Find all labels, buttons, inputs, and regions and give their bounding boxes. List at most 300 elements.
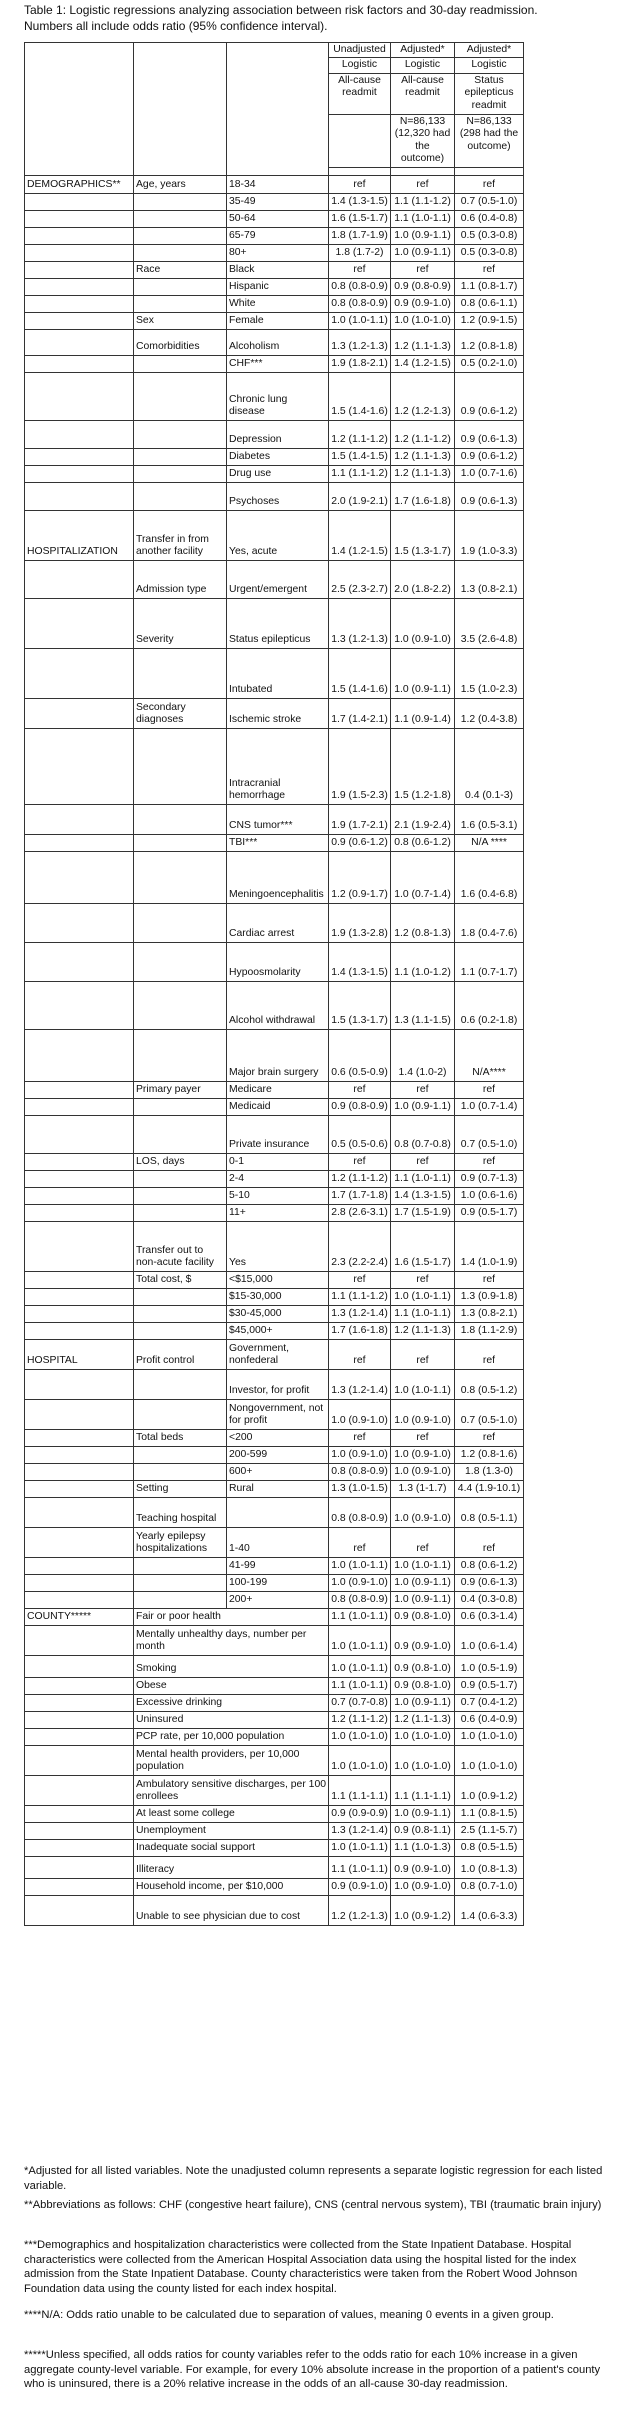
odds-ratio-adjusted-se: 1.8 (1.3-0) bbox=[455, 1463, 524, 1480]
variable-label bbox=[134, 1322, 227, 1339]
odds-ratio-unadjusted: 1.0 (1.0-1.1) bbox=[329, 1557, 391, 1574]
odds-ratio-adjusted-allcause: 1.0 (0.9-1.2) bbox=[391, 1895, 455, 1925]
odds-ratio-unadjusted: 0.6 (0.5-0.9) bbox=[329, 1029, 391, 1081]
table-row bbox=[25, 1170, 524, 1187]
section-label bbox=[25, 482, 134, 510]
odds-ratio-adjusted-allcause: 1.0 (0.9-1.0) bbox=[391, 1878, 455, 1895]
section-label bbox=[25, 1098, 134, 1115]
variable-label bbox=[134, 278, 227, 295]
table-row bbox=[25, 1288, 524, 1305]
odds-ratio-adjusted-se: 0.9 (0.7-1.3) bbox=[455, 1170, 524, 1187]
odds-ratio-adjusted-se: 1.4 (1.0-1.9) bbox=[455, 1221, 524, 1271]
odds-ratio-adjusted-allcause: 1.2 (1.2-1.3) bbox=[391, 372, 455, 420]
odds-ratio-unadjusted: 1.3 (1.0-1.5) bbox=[329, 1480, 391, 1497]
variable-label bbox=[134, 1591, 227, 1608]
section-label bbox=[25, 1805, 134, 1822]
odds-ratio-adjusted-allcause: 1.0 (0.9-1.1) bbox=[391, 1098, 455, 1115]
odds-ratio-adjusted-se: ref bbox=[455, 1271, 524, 1288]
table-row bbox=[25, 698, 524, 728]
header-blank bbox=[25, 43, 134, 176]
table-row bbox=[25, 1557, 524, 1574]
odds-ratio-adjusted-se: 0.6 (0.4-0.9) bbox=[455, 1711, 524, 1728]
variable-label bbox=[134, 648, 227, 698]
odds-ratio-adjusted-allcause: 1.0 (0.9-1.1) bbox=[391, 227, 455, 244]
odds-ratio-unadjusted: 0.5 (0.5-0.6) bbox=[329, 1115, 391, 1153]
variable-label bbox=[134, 482, 227, 510]
variable-label: Fair or poor health bbox=[134, 1608, 329, 1625]
section-label bbox=[25, 329, 134, 355]
odds-ratio-adjusted-se: ref bbox=[455, 1153, 524, 1170]
variable-label: Unable to see physician due to cost bbox=[134, 1895, 329, 1925]
section-label: DEMOGRAPHICS** bbox=[25, 175, 134, 193]
table-row bbox=[25, 510, 524, 560]
section-label bbox=[25, 834, 134, 851]
odds-ratio-adjusted-se: 0.7 (0.5-1.0) bbox=[455, 1115, 524, 1153]
odds-ratio-unadjusted: 1.0 (1.0-1.1) bbox=[329, 1655, 391, 1677]
section-label bbox=[25, 1591, 134, 1608]
table-row bbox=[25, 1728, 524, 1745]
odds-ratio-adjusted-se: 1.1 (0.7-1.7) bbox=[455, 942, 524, 981]
table-row bbox=[25, 1098, 524, 1115]
odds-ratio-adjusted-allcause: 1.0 (0.7-1.4) bbox=[391, 851, 455, 903]
odds-ratio-adjusted-allcause: 1.5 (1.3-1.7) bbox=[391, 510, 455, 560]
odds-ratio-adjusted-se: 1.6 (0.5-3.1) bbox=[455, 804, 524, 834]
table-row bbox=[25, 1322, 524, 1339]
odds-ratio-unadjusted: 0.9 (0.8-0.9) bbox=[329, 1098, 391, 1115]
table-row bbox=[25, 312, 524, 329]
section-label bbox=[25, 851, 134, 903]
section-label bbox=[25, 1187, 134, 1204]
category-label: <200 bbox=[227, 1429, 329, 1446]
odds-ratio-unadjusted: 1.8 (1.7-1.9) bbox=[329, 227, 391, 244]
table-row bbox=[25, 1399, 524, 1429]
section-label: HOSPITALIZATION bbox=[25, 510, 134, 560]
odds-ratio-adjusted-allcause: 1.2 (1.1-1.3) bbox=[391, 1322, 455, 1339]
odds-ratio-adjusted-se: 0.6 (0.4-0.8) bbox=[455, 210, 524, 227]
category-label: Major brain surgery bbox=[227, 1029, 329, 1081]
odds-ratio-adjusted-allcause: 1.0 (0.9-1.0) bbox=[391, 1446, 455, 1463]
category-label: Chronic lung disease bbox=[227, 372, 329, 420]
variable-label: Transfer out to non-acute facility bbox=[134, 1221, 227, 1271]
odds-ratio-adjusted-se: 1.8 (0.4-7.6) bbox=[455, 903, 524, 942]
odds-ratio-adjusted-se: 0.4 (0.1-3) bbox=[455, 728, 524, 804]
odds-ratio-adjusted-se: 0.6 (0.2-1.8) bbox=[455, 981, 524, 1029]
footnote-adjusted: *Adjusted for all listed variables. Note the unadjusted column represents a separate logistic regression for each listed variable. bbox=[24, 2165, 603, 2192]
odds-ratio-adjusted-allcause: 1.1 (1.0-1.1) bbox=[391, 210, 455, 227]
footnote-county: *****Unless specified, all odds ratios for county variables refer to the odds ratio for each 10% increase in a given aggregate county-level variable. For example, for every 10% absolute increase in the proportion of a patient's county who is uninsured, there is a 20% relative increase in the odds of an all-cause 30-day readmission. bbox=[24, 2349, 601, 2391]
variable-label: Age, years bbox=[134, 175, 227, 193]
odds-ratio-unadjusted: 1.0 (0.9-1.0) bbox=[329, 1399, 391, 1429]
variable-label bbox=[134, 1463, 227, 1480]
table-row bbox=[25, 1591, 524, 1608]
odds-ratio-unadjusted: ref bbox=[329, 1153, 391, 1170]
odds-ratio-adjusted-allcause: 1.0 (0.9-1.1) bbox=[391, 648, 455, 698]
section-label bbox=[25, 1822, 134, 1839]
variable-label: Comorbidities bbox=[134, 329, 227, 355]
variable-label bbox=[134, 834, 227, 851]
category-label: Black bbox=[227, 261, 329, 278]
section-label bbox=[25, 560, 134, 598]
category-label: Intracranial hemorrhage bbox=[227, 728, 329, 804]
table-row bbox=[25, 261, 524, 278]
variable-label bbox=[134, 1204, 227, 1221]
section-label bbox=[25, 210, 134, 227]
odds-ratio-unadjusted: 1.7 (1.7-1.8) bbox=[329, 1187, 391, 1204]
odds-ratio-adjusted-allcause: 0.9 (0.8-1.0) bbox=[391, 1655, 455, 1677]
section-label bbox=[25, 227, 134, 244]
table-row bbox=[25, 1204, 524, 1221]
odds-ratio-unadjusted: 1.2 (1.1-1.2) bbox=[329, 420, 391, 448]
odds-ratio-adjusted-allcause: 0.9 (0.8-0.9) bbox=[391, 278, 455, 295]
section-label bbox=[25, 1655, 134, 1677]
category-label: CNS tumor*** bbox=[227, 804, 329, 834]
variable-label: Illiteracy bbox=[134, 1856, 329, 1878]
footnote-data-sources: ***Demographics and hospitalization characteristics were collected from the State Inpatient Database. Hospital characteristics were collected from the American Hospital Association data using the hospital listed for the index admission from the State Inpatient Database. County characteristics were taken from the Robert Wood Johnson Foundation data using the county listed for each index hospital. bbox=[24, 2239, 578, 2295]
odds-ratio-adjusted-se: 1.0 (0.7-1.6) bbox=[455, 465, 524, 482]
section-label bbox=[25, 1694, 134, 1711]
table-row bbox=[25, 1694, 524, 1711]
section-label bbox=[25, 1895, 134, 1925]
odds-ratio-adjusted-allcause: 1.0 (1.0-1.1) bbox=[391, 1288, 455, 1305]
section-label bbox=[25, 598, 134, 648]
odds-ratio-adjusted-se: 1.0 (0.9-1.2) bbox=[455, 1775, 524, 1805]
table-row bbox=[25, 1153, 524, 1170]
section-label bbox=[25, 312, 134, 329]
odds-ratio-adjusted-se: 0.5 (0.3-0.8) bbox=[455, 227, 524, 244]
odds-ratio-adjusted-allcause: 1.2 (1.1-1.3) bbox=[391, 465, 455, 482]
category-label: 0-1 bbox=[227, 1153, 329, 1170]
odds-ratio-adjusted-allcause: 0.9 (0.9-1.0) bbox=[391, 1625, 455, 1655]
section-label bbox=[25, 1429, 134, 1446]
variable-label bbox=[134, 420, 227, 448]
variable-label bbox=[134, 465, 227, 482]
section-label bbox=[25, 1204, 134, 1221]
category-label: 100-199 bbox=[227, 1574, 329, 1591]
table-row bbox=[25, 482, 524, 510]
table-row bbox=[25, 329, 524, 355]
odds-ratio-adjusted-se: 0.8 (0.7-1.0) bbox=[455, 1878, 524, 1895]
category-label: Status epilepticus bbox=[227, 598, 329, 648]
odds-ratio-unadjusted: ref bbox=[329, 1271, 391, 1288]
table-row bbox=[25, 278, 524, 295]
odds-ratio-adjusted-allcause: 1.2 (1.1-1.2) bbox=[391, 420, 455, 448]
section-label bbox=[25, 355, 134, 372]
category-label: Private insurance bbox=[227, 1115, 329, 1153]
odds-ratio-adjusted-allcause: 1.1 (1.0-1.3) bbox=[391, 1839, 455, 1856]
odds-ratio-adjusted-allcause: ref bbox=[391, 175, 455, 193]
category-label: 200-599 bbox=[227, 1446, 329, 1463]
odds-ratio-adjusted-allcause: 1.0 (0.9-1.1) bbox=[391, 1574, 455, 1591]
category-label: Investor, for profit bbox=[227, 1369, 329, 1399]
section-label bbox=[25, 1480, 134, 1497]
odds-ratio-adjusted-se: 0.7 (0.5-1.0) bbox=[455, 1399, 524, 1429]
odds-ratio-adjusted-allcause: 1.7 (1.6-1.8) bbox=[391, 482, 455, 510]
odds-ratio-unadjusted: 1.3 (1.2-1.3) bbox=[329, 598, 391, 648]
section-label bbox=[25, 372, 134, 420]
odds-ratio-adjusted-allcause: ref bbox=[391, 1429, 455, 1446]
table-row bbox=[25, 648, 524, 698]
section-label bbox=[25, 244, 134, 261]
table-row bbox=[25, 193, 524, 210]
variable-label bbox=[134, 355, 227, 372]
table-row bbox=[25, 1271, 524, 1288]
category-label: Female bbox=[227, 312, 329, 329]
table-row bbox=[25, 981, 524, 1029]
odds-ratio-unadjusted: 0.9 (0.6-1.2) bbox=[329, 834, 391, 851]
section-label bbox=[25, 1305, 134, 1322]
section-label: COUNTY***** bbox=[25, 1608, 134, 1625]
odds-ratio-adjusted-allcause: 1.6 (1.5-1.7) bbox=[391, 1221, 455, 1271]
variable-label: Mentally unhealthy days, number per month bbox=[134, 1625, 329, 1655]
category-label: Yes, acute bbox=[227, 510, 329, 560]
category-label: Rural bbox=[227, 1480, 329, 1497]
odds-ratio-adjusted-allcause: 1.1 (1.0-1.1) bbox=[391, 1170, 455, 1187]
variable-label bbox=[134, 1288, 227, 1305]
column-header-unadjusted: Unadjusted bbox=[329, 43, 391, 58]
table-body bbox=[25, 43, 524, 1926]
section-label bbox=[25, 465, 134, 482]
section-label bbox=[25, 1221, 134, 1271]
odds-ratio-adjusted-allcause: 1.2 (1.1-1.3) bbox=[391, 448, 455, 465]
variable-label bbox=[134, 1187, 227, 1204]
odds-ratio-adjusted-allcause: 1.0 (1.0-1.0) bbox=[391, 1745, 455, 1775]
odds-ratio-adjusted-allcause: 1.0 (0.9-1.0) bbox=[391, 1399, 455, 1429]
variable-label: At least some college bbox=[134, 1805, 329, 1822]
odds-ratio-adjusted-se: 0.5 (0.3-0.8) bbox=[455, 244, 524, 261]
odds-ratio-unadjusted: 1.0 (1.0-1.1) bbox=[329, 1839, 391, 1856]
category-label: 200+ bbox=[227, 1591, 329, 1608]
category-label: 2-4 bbox=[227, 1170, 329, 1187]
table-row bbox=[25, 1856, 524, 1878]
section-label bbox=[25, 698, 134, 728]
section-label bbox=[25, 804, 134, 834]
table-row bbox=[25, 1221, 524, 1271]
odds-ratio-unadjusted: 0.8 (0.8-0.9) bbox=[329, 1591, 391, 1608]
category-label: 5-10 bbox=[227, 1187, 329, 1204]
odds-ratio-adjusted-allcause: 1.0 (0.9-1.0) bbox=[391, 598, 455, 648]
section-label bbox=[25, 1711, 134, 1728]
variable-label bbox=[134, 1170, 227, 1187]
table-row bbox=[25, 1429, 524, 1446]
odds-ratio-unadjusted: 0.8 (0.8-0.9) bbox=[329, 1463, 391, 1480]
table-row bbox=[25, 1745, 524, 1775]
section-label bbox=[25, 728, 134, 804]
outcome-label: All-cause readmit bbox=[391, 73, 455, 114]
variable-label bbox=[134, 1574, 227, 1591]
header-blank bbox=[227, 43, 329, 176]
category-label: Hispanic bbox=[227, 278, 329, 295]
table-row bbox=[25, 560, 524, 598]
odds-ratio-adjusted-allcause: 1.3 (1-1.7) bbox=[391, 1480, 455, 1497]
variable-label bbox=[134, 1029, 227, 1081]
table-row bbox=[25, 1497, 524, 1527]
variable-label: Total beds bbox=[134, 1429, 227, 1446]
odds-ratio-unadjusted: 2.3 (2.2-2.4) bbox=[329, 1221, 391, 1271]
odds-ratio-unadjusted: 1.9 (1.5-2.3) bbox=[329, 728, 391, 804]
header-blank bbox=[134, 43, 227, 176]
table-row bbox=[25, 1187, 524, 1204]
table-row bbox=[25, 903, 524, 942]
table-row bbox=[25, 1480, 524, 1497]
table-row bbox=[25, 244, 524, 261]
odds-ratio-unadjusted: 1.5 (1.4-1.6) bbox=[329, 372, 391, 420]
odds-ratio-adjusted-se: 0.9 (0.6-1.2) bbox=[455, 372, 524, 420]
blank-cell bbox=[329, 167, 391, 175]
odds-ratio-unadjusted: 1.6 (1.5-1.7) bbox=[329, 210, 391, 227]
variable-label: Excessive drinking bbox=[134, 1694, 329, 1711]
odds-ratio-adjusted-allcause: ref bbox=[391, 1081, 455, 1098]
variable-label: Setting bbox=[134, 1480, 227, 1497]
table-row bbox=[25, 1527, 524, 1557]
table-row bbox=[25, 1625, 524, 1655]
odds-ratio-adjusted-allcause: 1.0 (0.9-1.1) bbox=[391, 1591, 455, 1608]
odds-ratio-unadjusted: 1.3 (1.2-1.3) bbox=[329, 329, 391, 355]
odds-ratio-unadjusted: 1.3 (1.2-1.4) bbox=[329, 1822, 391, 1839]
table-row bbox=[25, 1711, 524, 1728]
section-label bbox=[25, 1745, 134, 1775]
table-row bbox=[25, 448, 524, 465]
category-label: 35-49 bbox=[227, 193, 329, 210]
odds-ratio-adjusted-allcause: 0.9 (0.9-1.0) bbox=[391, 1856, 455, 1878]
odds-ratio-adjusted-allcause: 1.2 (1.1-1.3) bbox=[391, 329, 455, 355]
section-label: HOSPITAL bbox=[25, 1339, 134, 1369]
category-label: 1-40 bbox=[227, 1527, 329, 1557]
section-label bbox=[25, 1775, 134, 1805]
variable-label bbox=[134, 1557, 227, 1574]
odds-ratio-adjusted-allcause: ref bbox=[391, 1339, 455, 1369]
section-label bbox=[25, 903, 134, 942]
odds-ratio-adjusted-allcause: 1.0 (0.9-1.1) bbox=[391, 1694, 455, 1711]
caption-line-1: Table 1: Logistic regressions analyzing association between risk factors and 30-day readmission. bbox=[24, 3, 538, 17]
variable-label: Yearly epilepsy hospitalizations bbox=[134, 1527, 227, 1557]
odds-ratio-unadjusted: ref bbox=[329, 1081, 391, 1098]
section-label bbox=[25, 1625, 134, 1655]
blank-cell bbox=[455, 167, 524, 175]
odds-ratio-unadjusted: 1.2 (0.9-1.7) bbox=[329, 851, 391, 903]
table-row bbox=[25, 1775, 524, 1805]
outcome-label: Status epilepticus readmit bbox=[455, 73, 524, 114]
odds-ratio-unadjusted: 1.0 (0.9-1.0) bbox=[329, 1574, 391, 1591]
table-row bbox=[25, 1369, 524, 1399]
odds-ratio-adjusted-allcause: 1.4 (1.3-1.5) bbox=[391, 1187, 455, 1204]
table-row bbox=[25, 804, 524, 834]
variable-label: Teaching hospital bbox=[134, 1497, 227, 1527]
odds-ratio-adjusted-allcause: ref bbox=[391, 1527, 455, 1557]
variable-label: Race bbox=[134, 261, 227, 278]
odds-ratio-adjusted-se: 1.2 (0.8-1.8) bbox=[455, 329, 524, 355]
variable-label: Obese bbox=[134, 1677, 329, 1694]
table-row bbox=[25, 1895, 524, 1925]
caption-line-2: Numbers all include odds ratio (95% confidence interval). bbox=[24, 19, 328, 33]
table-row bbox=[25, 728, 524, 804]
section-label bbox=[25, 1527, 134, 1557]
table-row bbox=[25, 1822, 524, 1839]
section-label bbox=[25, 278, 134, 295]
table-row bbox=[25, 1839, 524, 1856]
section-label bbox=[25, 193, 134, 210]
variable-label: Admission type bbox=[134, 560, 227, 598]
odds-ratio-adjusted-allcause: 2.0 (1.8-2.2) bbox=[391, 560, 455, 598]
odds-ratio-unadjusted: 1.1 (1.0-1.1) bbox=[329, 1856, 391, 1878]
odds-ratio-adjusted-allcause: 2.1 (1.9-2.4) bbox=[391, 804, 455, 834]
table-row bbox=[25, 834, 524, 851]
odds-ratio-adjusted-allcause: 0.9 (0.9-1.0) bbox=[391, 295, 455, 312]
odds-ratio-adjusted-allcause: ref bbox=[391, 1153, 455, 1170]
table-row bbox=[25, 1305, 524, 1322]
section-label bbox=[25, 1399, 134, 1429]
odds-ratio-adjusted-se: 1.0 (1.0-1.0) bbox=[455, 1745, 524, 1775]
section-label bbox=[25, 1271, 134, 1288]
odds-ratio-adjusted-allcause: ref bbox=[391, 1271, 455, 1288]
odds-ratio-adjusted-allcause: 1.0 (1.0-1.0) bbox=[391, 312, 455, 329]
odds-ratio-adjusted-se: 0.8 (0.6-1.1) bbox=[455, 295, 524, 312]
table-row bbox=[25, 372, 524, 420]
variable-label: Total cost, $ bbox=[134, 1271, 227, 1288]
variable-label: Household income, per $10,000 bbox=[134, 1878, 329, 1895]
category-label: White bbox=[227, 295, 329, 312]
odds-ratio-adjusted-allcause: 1.1 (1.1-1.2) bbox=[391, 193, 455, 210]
odds-ratio-adjusted-se: 0.8 (0.5-1.1) bbox=[455, 1497, 524, 1527]
odds-ratio-adjusted-se: ref bbox=[455, 261, 524, 278]
odds-ratio-adjusted-se: 0.9 (0.6-1.3) bbox=[455, 420, 524, 448]
odds-ratio-adjusted-allcause: 0.8 (0.6-1.2) bbox=[391, 834, 455, 851]
odds-ratio-unadjusted: 1.7 (1.4-2.1) bbox=[329, 698, 391, 728]
category-label: 50-64 bbox=[227, 210, 329, 227]
sample-size bbox=[329, 114, 391, 167]
category-label: Yes bbox=[227, 1221, 329, 1271]
odds-ratio-adjusted-allcause: 1.1 (1.0-1.2) bbox=[391, 942, 455, 981]
odds-ratio-adjusted-allcause: 1.0 (1.0-1.0) bbox=[391, 1728, 455, 1745]
category-label: Nongovernment, not for profit bbox=[227, 1399, 329, 1429]
section-label bbox=[25, 1574, 134, 1591]
odds-ratio-unadjusted: 1.5 (1.4-1.6) bbox=[329, 648, 391, 698]
table-row bbox=[25, 1339, 524, 1369]
odds-ratio-unadjusted: 0.8 (0.8-0.9) bbox=[329, 1497, 391, 1527]
variable-label: PCP rate, per 10,000 population bbox=[134, 1728, 329, 1745]
category-label bbox=[227, 1497, 329, 1527]
odds-ratio-adjusted-se: 2.5 (1.1-5.7) bbox=[455, 1822, 524, 1839]
odds-ratio-adjusted-se: 1.2 (0.4-3.8) bbox=[455, 698, 524, 728]
variable-label bbox=[134, 193, 227, 210]
odds-ratio-adjusted-allcause: 1.0 (1.0-1.1) bbox=[391, 1557, 455, 1574]
variable-label: Sex bbox=[134, 312, 227, 329]
section-label bbox=[25, 1839, 134, 1856]
odds-ratio-unadjusted: 1.2 (1.2-1.3) bbox=[329, 1895, 391, 1925]
variable-label: Secondary diagnoses bbox=[134, 698, 227, 728]
odds-ratio-unadjusted: 1.7 (1.6-1.8) bbox=[329, 1322, 391, 1339]
table-row bbox=[25, 227, 524, 244]
section-label bbox=[25, 1446, 134, 1463]
column-header-adjusted-se: Adjusted* bbox=[455, 43, 524, 58]
variable-label: Smoking bbox=[134, 1655, 329, 1677]
table-row bbox=[25, 598, 524, 648]
section-label bbox=[25, 420, 134, 448]
odds-ratio-adjusted-allcause: 1.7 (1.5-1.9) bbox=[391, 1204, 455, 1221]
category-label: Ischemic stroke bbox=[227, 698, 329, 728]
sample-size: N=86,133 (12,320 had the outcome) bbox=[391, 114, 455, 167]
variable-label: Unemployment bbox=[134, 1822, 329, 1839]
section-label bbox=[25, 1369, 134, 1399]
category-label: $30-45,000 bbox=[227, 1305, 329, 1322]
table-row bbox=[25, 465, 524, 482]
variable-label: Profit control bbox=[134, 1339, 227, 1369]
table-row bbox=[25, 1655, 524, 1677]
category-label: Alcoholism bbox=[227, 329, 329, 355]
odds-ratio-unadjusted: 0.9 (0.9-0.9) bbox=[329, 1805, 391, 1822]
odds-ratio-unadjusted: 1.3 (1.2-1.4) bbox=[329, 1305, 391, 1322]
odds-ratio-unadjusted: ref bbox=[329, 175, 391, 193]
odds-ratio-adjusted-se: 0.8 (0.6-1.2) bbox=[455, 1557, 524, 1574]
